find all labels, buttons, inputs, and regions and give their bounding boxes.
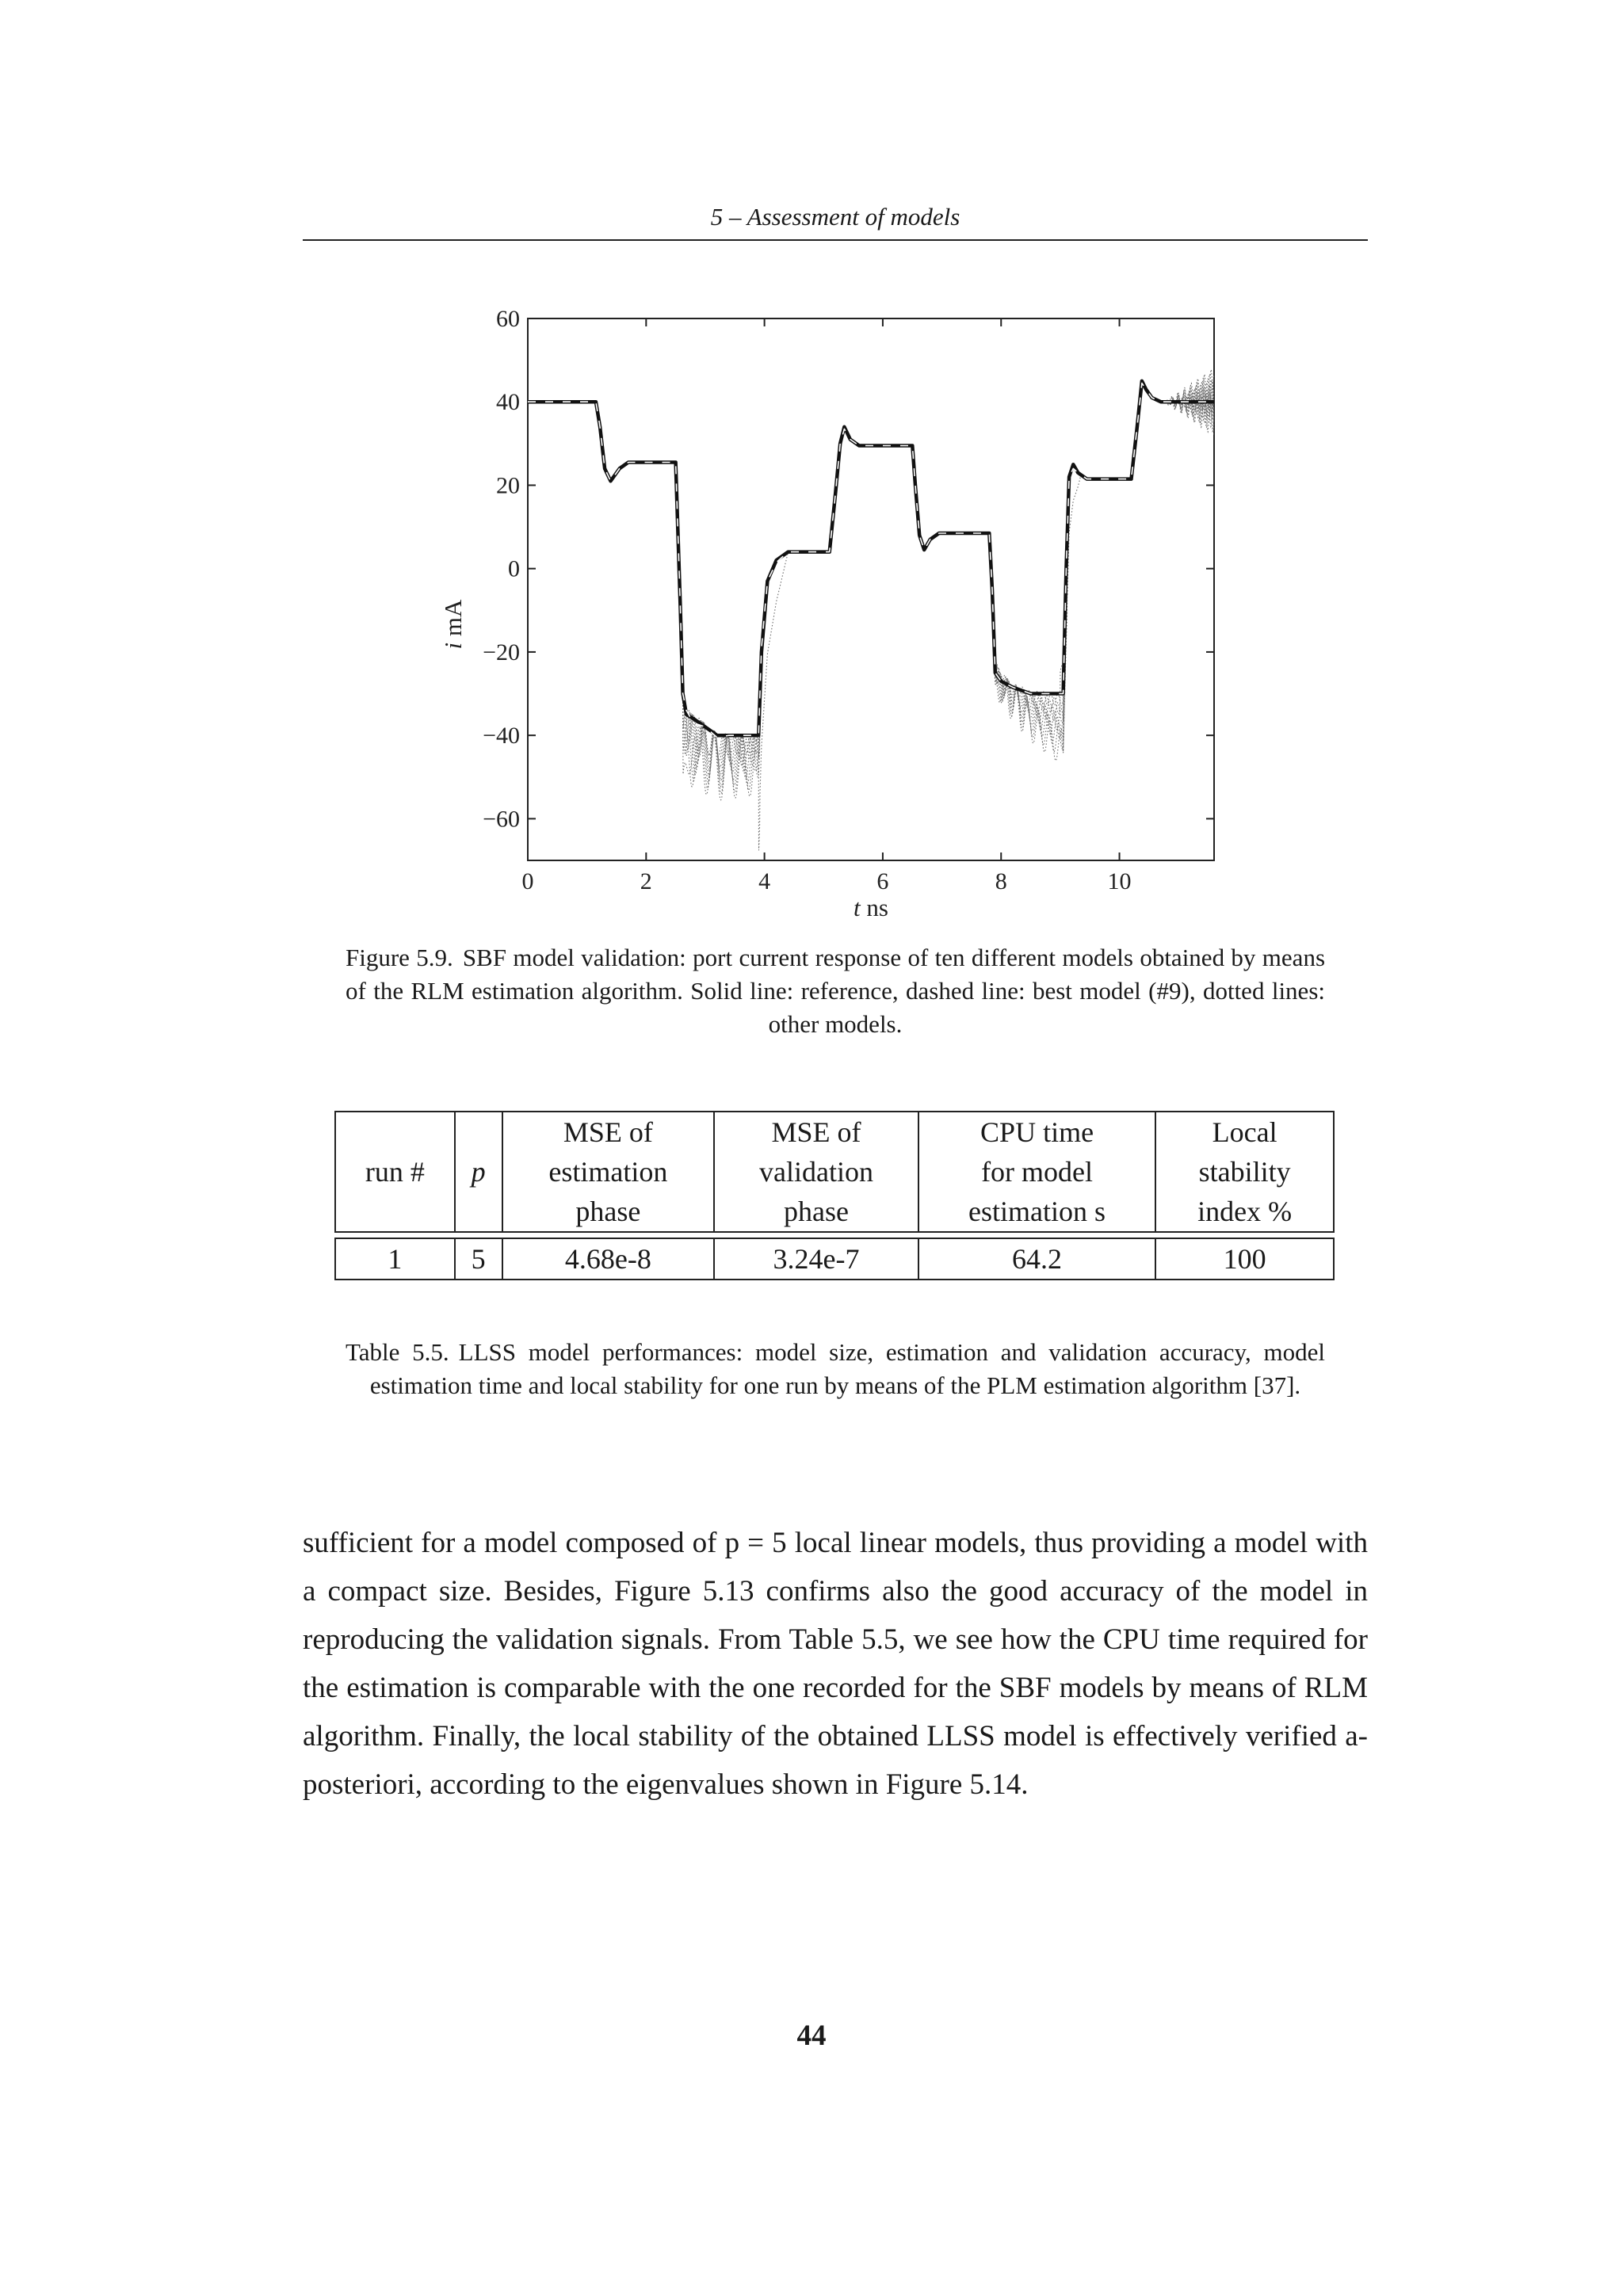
header-mse-estimation-line: estimation — [548, 1156, 668, 1188]
body-paragraph: sufficient for a model composed of p = 5 local linear models, thus providing a model with a compact size. Besides, Figure 5.13 confirms also the good accuracy of the model in reproducing the validation signals. From Table 5.5, we see how the CPU time required for the estimation is comparable with the one recorded for the SBF models by means of RLM algorithm. Finally, the local stability of the obtained LLSS model is effectively verified a-posteriori, according to the eigenvalues shown in Figure 5.14. — [303, 1527, 1368, 1801]
other-model-line — [528, 381, 1214, 768]
y-tick-label: −40 — [483, 723, 520, 749]
table-gap-row — [335, 1232, 1334, 1238]
cell-p: 5 — [455, 1238, 502, 1280]
header-rule — [303, 239, 1368, 241]
y-tick-label: 0 — [508, 555, 520, 582]
other-model-line — [528, 381, 1214, 774]
plot-frame — [528, 318, 1214, 860]
x-tick-label: 4 — [758, 868, 771, 894]
header-local-stability-line: stability — [1198, 1156, 1291, 1188]
y-tick-label: 40 — [496, 389, 520, 416]
header-mse-validation — [714, 1112, 918, 1232]
other-model-line — [528, 380, 1214, 780]
other-model-line — [528, 381, 1214, 775]
x-tick-label: 0 — [521, 868, 534, 894]
reference-line — [528, 381, 1214, 735]
cell-local-stability: 100 — [1155, 1238, 1334, 1280]
header-cpu-time-line: CPU time — [980, 1116, 1094, 1148]
y-tick-label: −20 — [483, 639, 520, 666]
table-header-row — [335, 1112, 1334, 1232]
figure-caption-text: SBF model validation: port current response of ten different models obtained by means of the RLM estimation algorithm. Solid line: reference, dashed line: best model (#9), dotted lines: other models. — [346, 944, 1326, 1038]
header-mse-validation-line: MSE of — [771, 1116, 861, 1148]
y-tick-label: 20 — [496, 472, 520, 499]
header-mse-validation-line: validation — [759, 1156, 873, 1188]
x-axis-label-symbol: t — [854, 894, 867, 921]
header-p: p — [455, 1112, 502, 1232]
header-local-stability-line: Local — [1212, 1116, 1277, 1148]
x-tick-label: 8 — [995, 868, 1007, 894]
header-cpu-time — [918, 1112, 1156, 1232]
header-mse-estimation — [502, 1112, 715, 1232]
table-caption-label: Table 5.5. — [346, 1338, 449, 1366]
y-tick-label: 60 — [496, 306, 520, 332]
best-model-line — [528, 383, 1214, 738]
other-model-line — [528, 376, 1214, 787]
header-cpu-time-line: estimation s — [968, 1196, 1106, 1227]
header-mse-estimation-line: phase — [575, 1196, 641, 1227]
header-mse-validation-line: phase — [784, 1196, 849, 1227]
cell-mse-validation: 3.24e-7 — [714, 1238, 918, 1280]
table-caption-text: LLSS model performances: model size, estimation and validation accuracy, model estimation time and local stability for one run by means of the PLM estimation algorithm [37]. — [369, 1338, 1325, 1399]
x-tick-label: 6 — [876, 868, 889, 894]
table-row — [335, 1238, 1334, 1280]
y-axis-label — [439, 599, 467, 649]
cell-cpu-time: 64.2 — [918, 1238, 1156, 1280]
other-model-line — [528, 369, 1214, 799]
x-tick-label: 10 — [1107, 868, 1132, 894]
header-cpu-time-line: for model — [981, 1156, 1094, 1188]
figure-caption — [346, 941, 1325, 1041]
x-axis-label — [854, 894, 888, 921]
header-run: run # — [335, 1112, 455, 1232]
cell-mse-estimation: 4.68e-8 — [502, 1238, 715, 1280]
cell-run: 1 — [335, 1238, 455, 1280]
figure-caption-label: Figure 5.9. — [346, 944, 453, 971]
plot-area — [528, 369, 1214, 850]
x-tick-label: 2 — [640, 868, 652, 894]
figure-5-9 — [428, 301, 1300, 935]
other-model-line — [528, 374, 1214, 793]
y-axis-label-symbol: i — [439, 636, 467, 650]
x-axis-label-unit: ns — [866, 894, 888, 921]
other-model-line — [528, 381, 1214, 851]
running-head: 5 – Assessment of models — [710, 203, 960, 231]
header-local-stability-line: index % — [1197, 1196, 1293, 1227]
header-mse-estimation-line: MSE of — [563, 1116, 653, 1148]
header-local-stability — [1155, 1112, 1334, 1232]
page-number: 44 — [796, 2019, 827, 2052]
performance-table — [334, 1111, 1335, 1280]
y-axis-label-unit: mA — [439, 599, 467, 637]
table-caption — [346, 1336, 1325, 1402]
y-tick-label: −60 — [483, 806, 520, 833]
port-current-chart — [428, 301, 1300, 935]
